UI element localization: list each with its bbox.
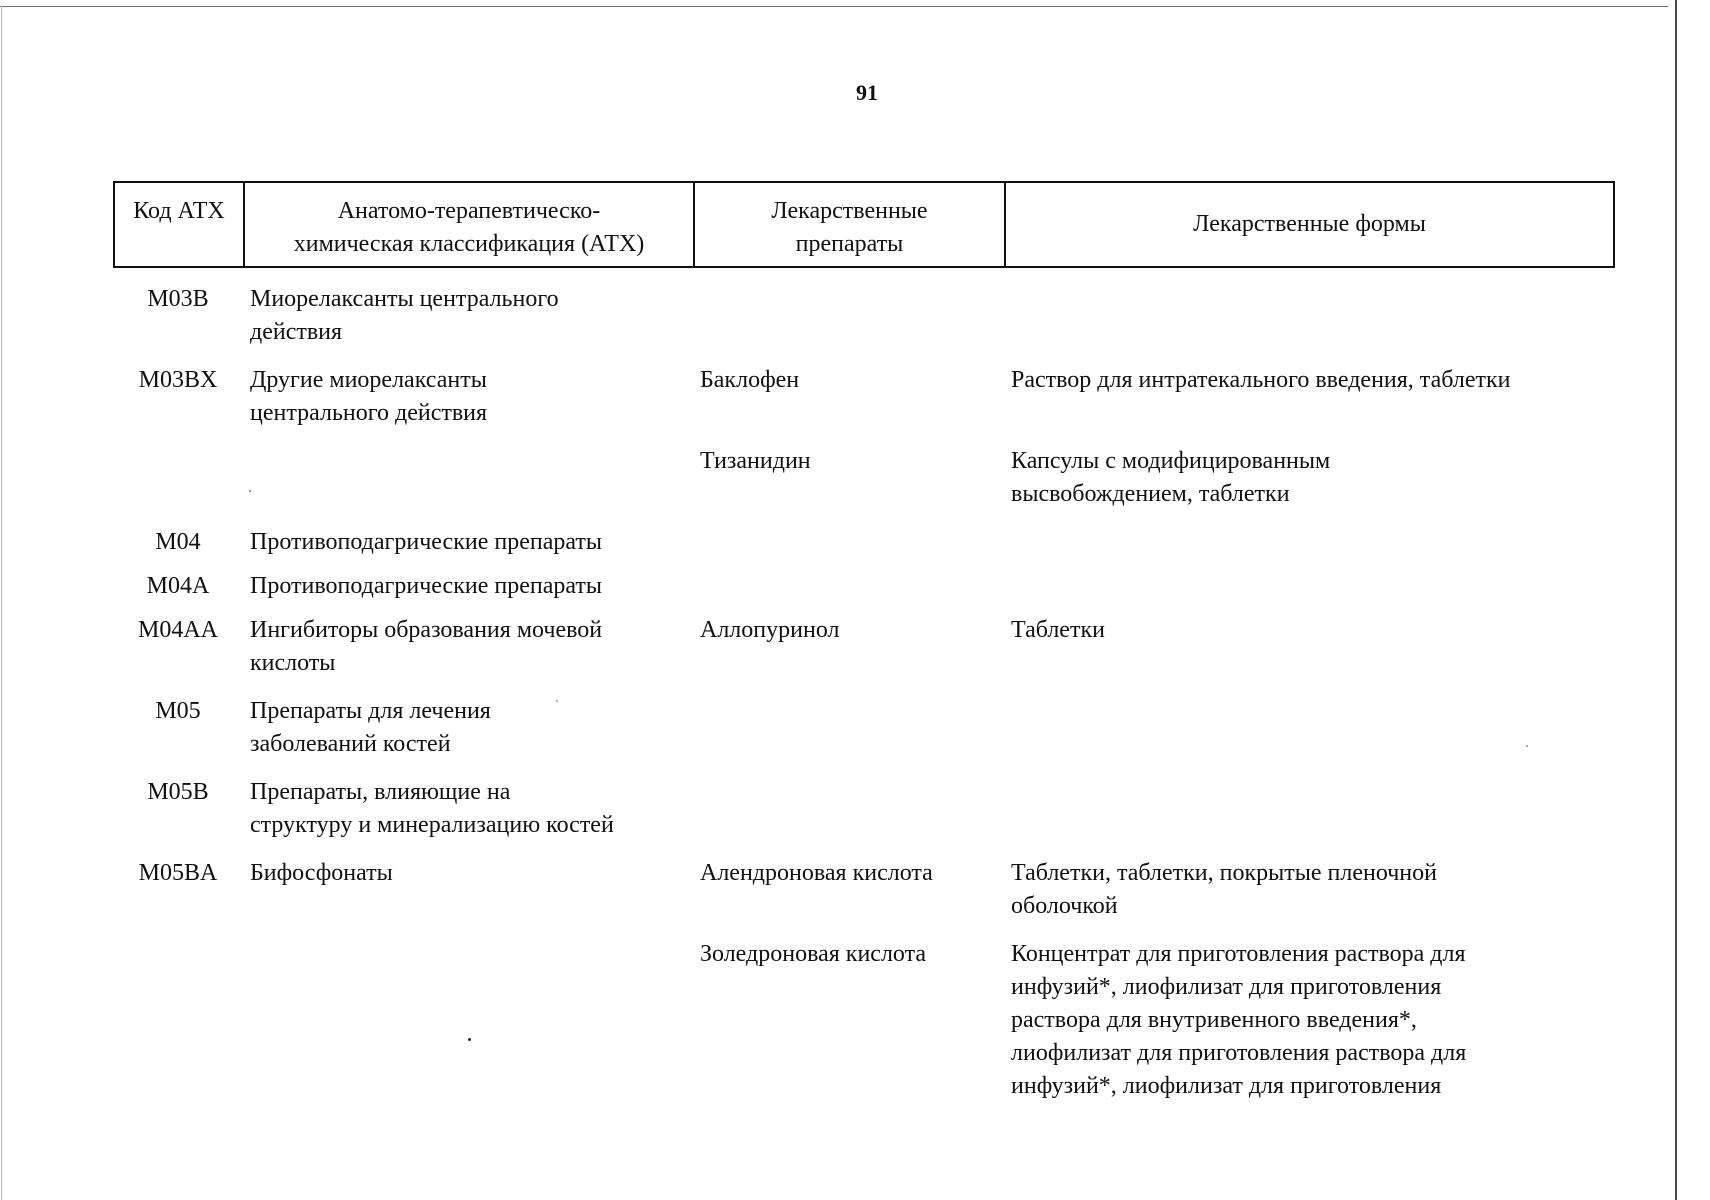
- table-row: [113, 570, 1615, 603]
- cell-classification: [243, 938, 693, 1103]
- forms-line: инфузий*, лиофилизат для приготовления: [1011, 1073, 1442, 1099]
- cell-forms: [1004, 695, 1615, 761]
- classification-line: Ингибиторы образования мочевой: [250, 617, 603, 643]
- scan-speck: [468, 1038, 471, 1041]
- scan-speck: [556, 700, 558, 702]
- scan-speck: [249, 490, 251, 492]
- cell-drug: [693, 570, 1004, 603]
- cell-drug: Тизанидин: [700, 448, 811, 474]
- classification-line: действия: [250, 319, 343, 345]
- classification-line: Противоподагрические препараты: [250, 573, 602, 599]
- cell-drug: Алендроновая кислота: [700, 860, 933, 886]
- cell-forms: [1004, 938, 1615, 1103]
- classification-line: структуру и минерализацию костей: [250, 812, 614, 838]
- table-row: [113, 938, 1615, 1103]
- scan-edge-right: [1675, 0, 1677, 1200]
- classification-line: заболеваний костей: [250, 731, 451, 757]
- forms-line: Концентрат для приготовления раствора для: [1011, 941, 1466, 967]
- forms-line: Таблетки, таблетки, покрытые пленочной: [1011, 860, 1437, 886]
- header-classification-line: химическая классификация (АТХ): [293, 231, 645, 257]
- cell-code: M04: [155, 529, 201, 555]
- classification-line: Бифосфонаты: [250, 860, 393, 886]
- table-row: [113, 364, 1615, 430]
- cell-classification: [243, 526, 693, 559]
- cell-code: M04A: [146, 573, 210, 599]
- forms-line: высвобождением, таблетки: [1011, 481, 1290, 507]
- header-forms: [1006, 183, 1613, 266]
- header-forms-label: Лекарственные формы: [1193, 211, 1426, 237]
- cell-code: M05: [155, 698, 201, 724]
- cell-classification: [243, 283, 693, 349]
- scan-edge-top: [0, 6, 1668, 7]
- cell-drug: [693, 283, 1004, 349]
- table-row: [113, 857, 1615, 923]
- forms-line: лиофилизат для приготовления раствора для: [1011, 1040, 1467, 1066]
- forms-line: Таблетки: [1011, 617, 1105, 643]
- cell-drug: [693, 526, 1004, 559]
- cell-classification: [243, 570, 693, 603]
- cell-classification: [243, 445, 693, 511]
- header-classification-line: Анатомо-терапевтическо-: [337, 198, 601, 224]
- cell-code: [113, 445, 243, 511]
- header-drugs-line: препараты: [795, 231, 904, 257]
- cell-forms: [1004, 364, 1615, 430]
- table-row: [113, 526, 1615, 559]
- cell-classification: [243, 695, 693, 761]
- classification-line: Препараты для лечения: [250, 698, 491, 724]
- table-row: [113, 776, 1615, 842]
- header-drugs: [695, 183, 1006, 266]
- cell-code: M03BX: [138, 367, 218, 393]
- cell-classification: [243, 614, 693, 680]
- cell-code: M05B: [147, 779, 209, 805]
- cell-code: M05BA: [138, 860, 218, 886]
- cell-drug: Золедроновая кислота: [700, 941, 927, 967]
- forms-line: Раствор для интратекального введения, таблетки: [1011, 367, 1511, 393]
- table-header: [113, 181, 1615, 268]
- table-row: [113, 283, 1615, 349]
- cell-forms: [1004, 445, 1615, 511]
- forms-line: раствора для внутривенного введения*,: [1011, 1007, 1417, 1033]
- forms-line: инфузий*, лиофилизат для приготовления: [1011, 974, 1442, 1000]
- cell-forms: [1004, 857, 1615, 923]
- scan-edge-left: [1, 6, 2, 1200]
- cell-forms: [1004, 614, 1615, 680]
- cell-drug: Баклофен: [700, 367, 800, 393]
- scan-speck: [1526, 745, 1528, 747]
- header-drugs-line: Лекарственные: [771, 198, 928, 224]
- cell-forms: [1004, 776, 1615, 842]
- cell-code: M04AA: [137, 617, 218, 643]
- cell-drug: Аллопуринол: [700, 617, 840, 643]
- classification-line: Другие миорелаксанты: [250, 367, 487, 393]
- cell-classification: [243, 364, 693, 430]
- classification-line: Миорелаксанты центрального: [250, 286, 559, 312]
- cell-drug: [693, 695, 1004, 761]
- cell-forms: [1004, 283, 1615, 349]
- cell-code: [113, 938, 243, 1103]
- classification-line: кислоты: [250, 650, 336, 676]
- cell-classification: [243, 857, 693, 923]
- table-row: [113, 445, 1615, 511]
- table-body: [113, 268, 1615, 1103]
- table-row: [113, 614, 1615, 680]
- classification-line: центрального действия: [250, 400, 488, 426]
- cell-code: M03B: [147, 286, 209, 312]
- header-classification: [245, 183, 695, 266]
- page-number: 91: [856, 80, 878, 105]
- cell-forms: [1004, 526, 1615, 559]
- classification-line: Противоподагрические препараты: [250, 529, 602, 555]
- cell-classification: [243, 776, 693, 842]
- forms-line: Капсулы с модифицированным: [1011, 448, 1331, 474]
- header-code-label: Код АТХ: [133, 198, 225, 224]
- forms-line: оболочкой: [1011, 893, 1118, 919]
- cell-forms: [1004, 570, 1615, 603]
- table-row: [113, 695, 1615, 761]
- header-code: [115, 183, 245, 266]
- classification-line: Препараты, влияющие на: [250, 779, 511, 805]
- cell-drug: [693, 776, 1004, 842]
